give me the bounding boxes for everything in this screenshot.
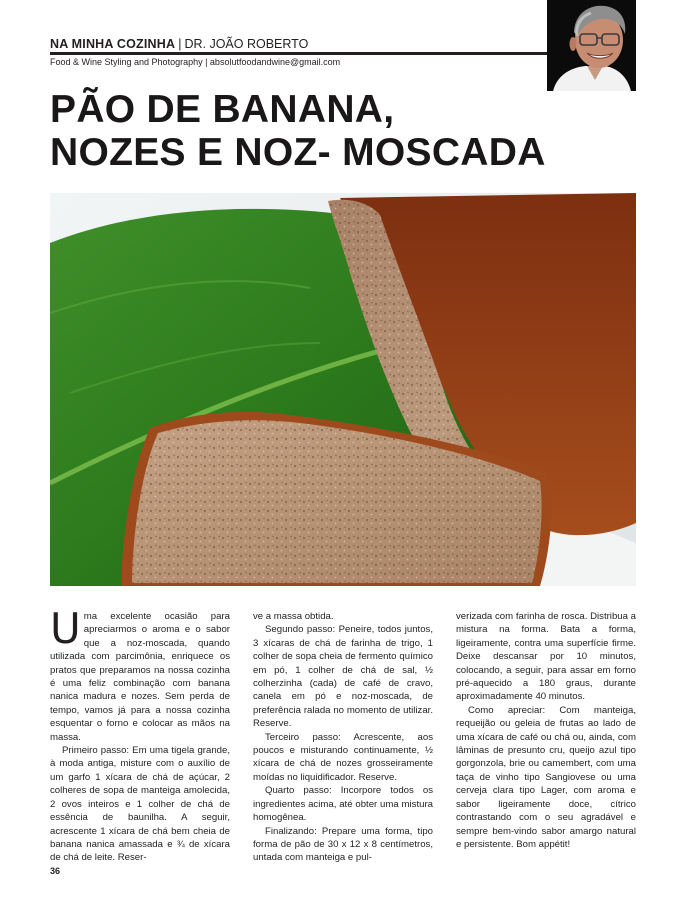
article-body [50,604,636,864]
step-3-paragraph: Terceiro passo: Acrescente, aos poucos e misturando continuamente, ½ xícara de chá de nozes grosseiramente moídas no liquidificador. Reserve. [253,731,433,783]
page-number: 36 [50,866,61,876]
intro-paragraph [50,604,230,744]
text-column-3 [456,610,636,851]
text-column-1 [50,604,230,865]
author-portrait [547,0,636,91]
author-name: DR. JOÃO ROBERTO [184,37,309,51]
step-4-paragraph: Quarto passo: Incorpore todos os ingredientes acima, até obter uma mistura homogênea. [253,785,433,824]
byline: Food & Wine Styling and Photography | absolutfoodandwine@gmail.com [50,57,341,67]
finishing-paragraph: Finalizando: Prepare uma forma, tipo forma de pão de 30 x 12 x 8 centímetros, untada com manteiga e pul- [253,825,433,864]
article-title [50,88,650,174]
title-line-2: NOZES E NOZ- MOSCADA [50,131,546,174]
banana-bread-photo [50,193,636,586]
serving-paragraph: Como apreciar: Com manteiga, requeijão ou geleia de frutas ao lado de uma xícara de café ou chá ou, ainda, com lâminas de presunto cru, queijo azul tipo gorgonzola, brie ou camembert, com uma taça de vinho tipo Sangiovese ou uma cerveja clara tipo Lager, com aroma e sabor ligeiramente doce, cítrico contrastando com o seu agradável e sempre bem-vindo sabor amargo natural e persistente. Bom appétit! [456,704,636,850]
banana-bread-illustration [50,193,636,586]
section-name: NA MINHA COZINHA [50,37,176,51]
column-header [50,36,547,52]
kicker-separator: | [178,37,182,51]
header-rule [50,52,547,55]
section-kicker [50,36,547,52]
title-line-1: PÃO DE BANANA, [50,88,395,131]
text-column-2 [253,610,433,865]
step-2-paragraph: Segundo passo: Peneire, todos juntos, 3 xícaras de chá de farinha de trigo, 1 colher de sopa cheia de fermento químico em pó, 1 colher de chá de sal, ½ colherzinha (cada) de café de cravo, canela em pó e noz-moscada, de preferência ralada no momento de utilizar. Reserve. [253,624,433,730]
drop-cap: U [50,604,81,653]
portrait-illustration [547,0,636,91]
continuation-paragraph: ve a massa obtida. [253,611,334,622]
intro-text: ma excelente ocasião para apreciarmos o aroma e o sabor que a noz-moscada, quando utilizada com parcimônia, enriquece os pratos que preparamos na nossa cozinha é uma feliz combinação com banana nanica madura e nozes. Sem perda de tempo, vamos já para a nossa cozinha esquentar o forno e colocar as mãos na massa. [50,611,230,743]
baking-paragraph: verizada com farinha de rosca. Distribua a mistura na forma. Bata a forma, ligeiramente, contra uma superfície firme. Deixe descansar por 10 minutos, colocando, a seguir, para assar em forno pré-aquecido a 180 graus, durante aproximadamente 40 minutos. [456,611,636,703]
step-1-paragraph: Primeiro passo: Em uma tigela grande, à moda antiga, misture com o auxílio de um garfo 1 xícara de chá de açúcar, 2 colheres de sopa de manteiga amolecida, 2 ovos inteiros e 1 colher de chá de essência de baunilha. A seguir, acrescente 1 xícara de chá bem cheia de banana nanica amassada e ¾ de xícara de chá de leite. Reser- [50,745,230,864]
